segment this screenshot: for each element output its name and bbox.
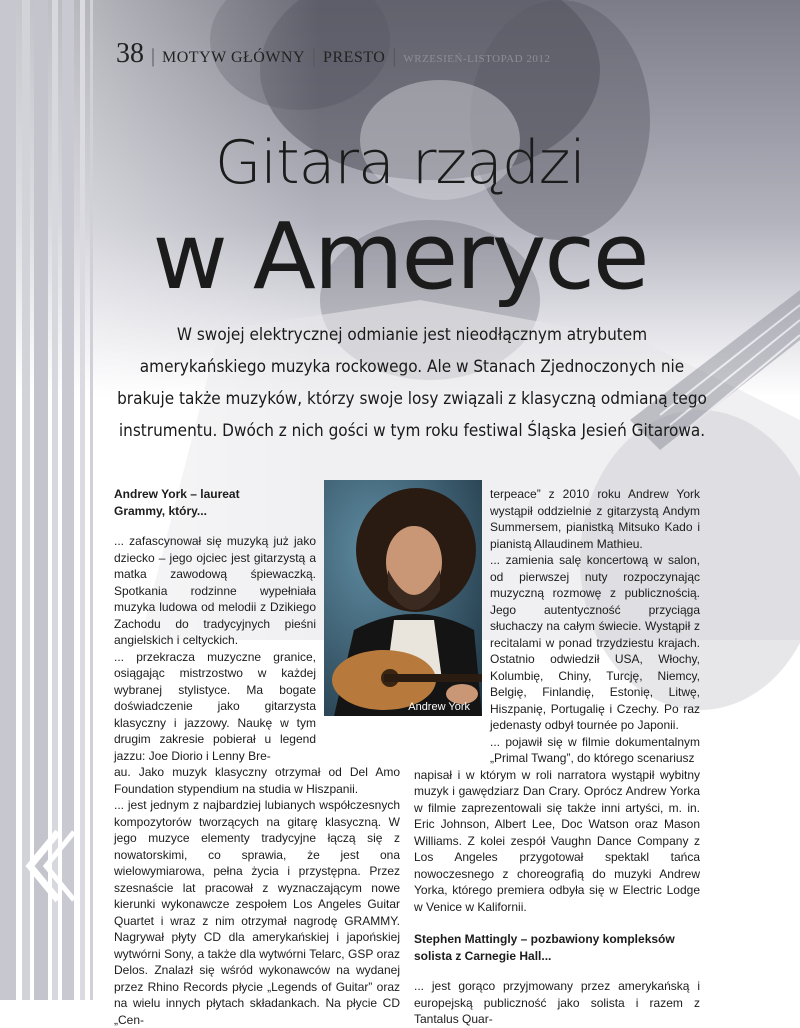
section-heading: Stephen Mattingly – pozbawiony kompleksów solista z Carnegie Hall... — [414, 932, 675, 963]
header-divider: | — [312, 45, 317, 67]
running-header — [116, 38, 550, 70]
article-title-line-1: Gitara rządzi — [214, 128, 586, 198]
paragraph: ... jest jednym z najbardziej lubianych współczesnych kompozytorów tworzących na gitarę klasyczną. W jego muzyce elementy tradycyjne łączą się z nowatorskimi, co sprawia, że jest ona wielowymiarowa, pełna życia i przystępna. Przez szesnaście lat pracował z wyznaczającym nowe kierunki wykonawcze zespołem Los Angeles Guitar Quartet i wraz z nim otrzymał nagrodę GRAMMY. Nagrywał płyty CD dla amerykańskiej i japońskiej wytwórni Sony, a także dla wytwórni Telarc, GSP oraz Delos. Znalazł się wśród wykonawców na wydanej przez Rhino Records płycie „Legends of Guitar” oraz na wielu innych płytach składankach. Na płycie CD „Cen- — [114, 798, 400, 1027]
issue-date: WRZESIEŃ-LISTOPAD 2012 — [403, 53, 551, 65]
article-lead: W swojej elektrycznej odmianie jest nieodłącznym atrybutem amerykańskiego muzyka rockowego. Ale w Stanach Zjednoczonych nie brakuje także muzyków, którzy swoje losy związali z klasyczną odmianą tego instrumentu. Dwóch z nich gości w tym roku festiwal Śląska Jesień Gitarowa. — [117, 325, 707, 441]
magazine-name: PRESTO — [323, 49, 386, 66]
column-2-top — [490, 486, 700, 767]
paragraph: ... zafascynował się muzyką już jako dziecko – jego ojciec jest gitarzystą a matka zawodową śpiewaczką. Spotkania rodzinne wypełniała muzyka ludowa od melodii z Dzikiego Zachodu do tradycyjnych pieśni angielskich i celtyckich. — [114, 534, 316, 647]
article-column-2 — [414, 486, 700, 1028]
header-divider: | — [151, 45, 156, 67]
paragraph: ... przekracza muzyczne granice, osiągając mistrzostwo w każdej wybranej stylistyce. Ma bogate doświadczenie jako gitarzysta klasyczny i jazzowy. Naukę w tym drugim zakresie pobierał u legend jazzu: Joe Diorio i Lenny Bre- — [114, 649, 316, 763]
paragraph: ... pojawił się w filmie dokumentalnym „Primal Twang”, do którego scenariusz — [490, 734, 700, 765]
paragraph: terpeace” z 2010 roku Andrew York wystąpił oddzielnie z gitarzystą Andym Summersem, pianistką Mitsuko Kado i pianistą Allaudinem Mathieu. — [490, 487, 700, 551]
paragraph: ... jest gorąco przyjmowany przez amerykańską i europejską publiczność jako solista i razem z Tantalus Quar- — [414, 979, 700, 1026]
page-number: 38 — [116, 38, 144, 69]
paragraph: au. Jako muzyk klasyczny otrzymał od Del Amo Foundation stypendium na studia w Hiszpanii. — [114, 765, 400, 796]
section-heading: Andrew York – laureat Grammy, który... — [114, 487, 240, 518]
paragraph: ... zamienia salę koncertową w salon, od pierwszej nuty rozpoczynając muzyczną rozmowę z publicznością. Jego autentyczność przyciąga słuchaczy na całym świecie. Wystąpił z recitalami w ponad trzydziestu krajach. Ostatnio odwiedził USA, Włochy, Kolumbię, Chiny, Turcję, Niemcy, Belgię, Finlandię, Estonię, Litwę, Hiszpanię, Portugalię i Czechy. Po raz jedenasty odbył tournée po Japonii. — [490, 553, 700, 732]
paragraph: napisał i w którym w roli narratora wystąpił wybitny muzyk i gawędziarz Dan Crary. Oprócz Andrew Yorka w filmie zaprezentowali się także inni artyści, m. in. Eric Johnson, Albert Lee, Doc Watson oraz Mason Williams. Z kolei zespół Vaughn Dance Company z Los Angeles przygotował spektakl tańca nowoczesnego z choreografią do muzyki Andrew Yorka, którego premiera odbyła się w Electric Lodge w Venice w Kalifornii. — [414, 767, 700, 914]
section-name: MOTYW GŁÓWNY — [162, 49, 306, 66]
article-title-line-2: w Ameryce — [152, 203, 648, 310]
photo-caption: Andrew York — [408, 701, 470, 713]
header-divider: | — [392, 45, 397, 67]
